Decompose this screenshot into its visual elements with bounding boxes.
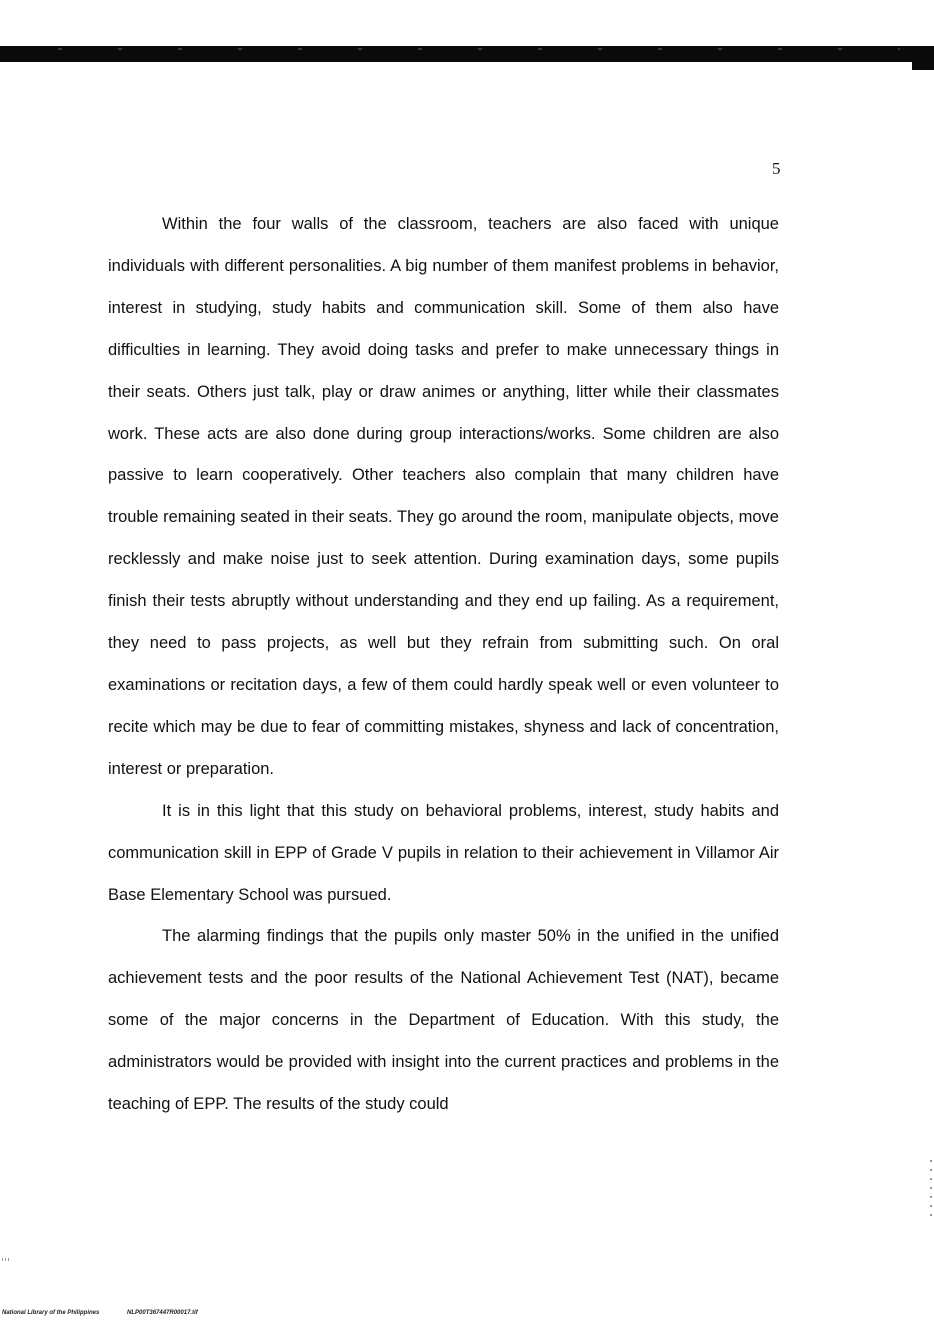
- scan-artifact-dots: [930, 1160, 932, 1220]
- document-body: [108, 204, 779, 1126]
- scan-border-top: [0, 46, 934, 62]
- paragraph-3: The alarming findings that the pupils only master 50% in the unified in the unified achievement tests and the poor results of the National Achievement Test (NAT), became some of the major concerns in the Department of Education. With this study, the administrators would be provided with insight into the current practices and problems in the teaching of EPP. The results of the study could: [108, 927, 779, 1114]
- footer-library-name: National Library of the Philippines: [2, 1310, 100, 1316]
- scan-artifact-mark: [2, 1258, 10, 1261]
- scan-border-tab: [912, 54, 934, 70]
- paragraph-1: Within the four walls of the classroom, teachers are also faced with unique individuals with different personalities. A big number of them manifest problems in behavior, interest in studying, study habits and communication skill. Some of them also have difficulties in learning. They avoid doing tasks and prefer to make unnecessary things in their seats. Others just talk, play or draw animes or anything, litter while their classmates work. These acts are also done during group interactions/works. Some children are also passive to learn cooperatively. Other teachers also complain that many children have trouble remaining seated in their seats. They go around the room, manipulate objects, move recklessly and make noise just to seek attention. During examination days, some pupils finish their tests abruptly without understanding and they end up failing. As a requirement, they need to pass projects, as well but they refrain from submitting such. On oral examinations or recitation days, a few of them could hardly speak well or even volunteer to recite which may be due to fear of committing mistakes, shyness and lack of concentration, interest or preparation.: [108, 215, 779, 778]
- page-number: 5: [772, 159, 781, 178]
- footer-file-code: NLP00T367447R00017.tif: [127, 1310, 198, 1316]
- footer-watermark: [2, 1310, 198, 1316]
- paragraph-2: It is in this light that this study on behavioral problems, interest, study habits and communication skill in EPP of Grade V pupils in relation to their achievement in Villamor Air Base Elementary School was pursued.: [108, 801, 779, 904]
